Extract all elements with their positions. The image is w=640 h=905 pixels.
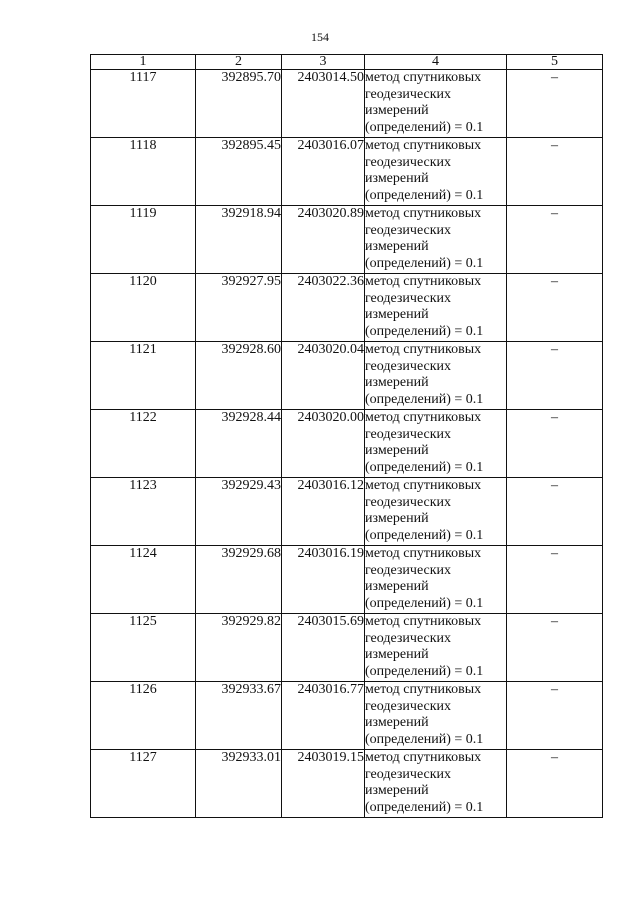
method-line: метод спутниковых xyxy=(365,546,482,561)
y-coordinate-cell: 2403020.04 xyxy=(282,342,365,410)
method-line: метод спутниковых xyxy=(365,682,482,697)
method-line: (определений) = 0.1 xyxy=(365,255,484,271)
method-line: (определений) = 0.1 xyxy=(365,187,484,203)
method-line: (определений) = 0.1 xyxy=(365,323,484,339)
method-line: измерений xyxy=(365,783,429,798)
method-cell xyxy=(365,342,507,410)
point-number-cell: 1126 xyxy=(91,682,196,750)
table-row xyxy=(91,206,603,274)
method-line: (определений) = 0.1 xyxy=(365,119,484,135)
point-number-cell: 1123 xyxy=(91,478,196,546)
table-row xyxy=(91,138,603,206)
table-row xyxy=(91,342,603,410)
method-line: измерений xyxy=(365,511,429,526)
x-coordinate-cell: 392929.43 xyxy=(196,478,282,546)
point-number-cell: 1117 xyxy=(91,70,196,138)
method-line: измерений xyxy=(365,647,429,662)
method-line: геодезических xyxy=(365,562,452,578)
x-coordinate-cell: 392928.44 xyxy=(196,410,282,478)
method-line: геодезических xyxy=(365,630,452,646)
x-coordinate-cell: 392933.67 xyxy=(196,682,282,750)
method-cell xyxy=(365,478,507,546)
method-line: измерений xyxy=(365,443,429,458)
note-cell: – xyxy=(507,70,603,138)
point-number-cell: 1125 xyxy=(91,614,196,682)
point-number-cell: 1119 xyxy=(91,206,196,274)
x-coordinate-cell: 392928.60 xyxy=(196,342,282,410)
method-line: метод спутниковых xyxy=(365,342,482,357)
column-header-1: 1 xyxy=(91,55,196,70)
method-line: измерений xyxy=(365,171,429,186)
y-coordinate-cell: 2403019.15 xyxy=(282,750,365,818)
y-coordinate-cell: 2403016.77 xyxy=(282,682,365,750)
method-cell xyxy=(365,614,507,682)
column-header-4: 4 xyxy=(365,55,507,70)
method-line: метод спутниковых xyxy=(365,206,482,221)
x-coordinate-cell: 392895.70 xyxy=(196,70,282,138)
method-line: измерений xyxy=(365,103,429,118)
note-cell: – xyxy=(507,682,603,750)
y-coordinate-cell: 2403016.12 xyxy=(282,478,365,546)
note-cell: – xyxy=(507,478,603,546)
table-row xyxy=(91,274,603,342)
method-line: геодезических xyxy=(365,426,452,442)
table-row xyxy=(91,614,603,682)
method-cell xyxy=(365,682,507,750)
note-cell: – xyxy=(507,206,603,274)
note-cell: – xyxy=(507,410,603,478)
method-line: геодезических xyxy=(365,86,452,102)
method-cell xyxy=(365,206,507,274)
method-line: (определений) = 0.1 xyxy=(365,731,484,747)
method-line: измерений xyxy=(365,579,429,594)
method-line: геодезических xyxy=(365,494,452,510)
note-cell: – xyxy=(507,614,603,682)
method-cell xyxy=(365,70,507,138)
y-coordinate-cell: 2403015.69 xyxy=(282,614,365,682)
method-cell xyxy=(365,138,507,206)
x-coordinate-cell: 392933.01 xyxy=(196,750,282,818)
method-line: геодезических xyxy=(365,290,452,306)
method-line: геодезических xyxy=(365,154,452,170)
method-line: геодезических xyxy=(365,222,452,238)
point-number-cell: 1124 xyxy=(91,546,196,614)
method-line: метод спутниковых xyxy=(365,614,482,629)
x-coordinate-cell: 392929.68 xyxy=(196,546,282,614)
table-header-row xyxy=(91,55,603,70)
method-cell xyxy=(365,274,507,342)
point-number-cell: 1122 xyxy=(91,410,196,478)
point-number-cell: 1120 xyxy=(91,274,196,342)
y-coordinate-cell: 2403016.07 xyxy=(282,138,365,206)
table-row xyxy=(91,682,603,750)
y-coordinate-cell: 2403014.50 xyxy=(282,70,365,138)
method-line: метод спутниковых xyxy=(365,750,482,765)
note-cell: – xyxy=(507,750,603,818)
point-number-cell: 1127 xyxy=(91,750,196,818)
point-number-cell: 1118 xyxy=(91,138,196,206)
method-cell xyxy=(365,410,507,478)
page-number: 154 xyxy=(311,30,329,44)
y-coordinate-cell: 2403020.89 xyxy=(282,206,365,274)
y-coordinate-cell: 2403016.19 xyxy=(282,546,365,614)
method-line: (определений) = 0.1 xyxy=(365,527,484,543)
coordinates-table xyxy=(90,54,603,818)
method-line: (определений) = 0.1 xyxy=(365,595,484,611)
method-line: метод спутниковых xyxy=(365,138,482,153)
note-cell: – xyxy=(507,138,603,206)
method-line: геодезических xyxy=(365,766,452,782)
note-cell: – xyxy=(507,342,603,410)
method-line: измерений xyxy=(365,715,429,730)
x-coordinate-cell: 392918.94 xyxy=(196,206,282,274)
method-line: (определений) = 0.1 xyxy=(365,799,484,815)
method-line: метод спутниковых xyxy=(365,410,482,425)
y-coordinate-cell: 2403020.00 xyxy=(282,410,365,478)
point-number-cell: 1121 xyxy=(91,342,196,410)
method-line: метод спутниковых xyxy=(365,478,482,493)
method-line: измерений xyxy=(365,307,429,322)
column-header-3: 3 xyxy=(282,55,365,70)
method-line: измерений xyxy=(365,375,429,390)
x-coordinate-cell: 392927.95 xyxy=(196,274,282,342)
method-cell xyxy=(365,546,507,614)
x-coordinate-cell: 392929.82 xyxy=(196,614,282,682)
method-line: метод спутниковых xyxy=(365,70,482,85)
x-coordinate-cell: 392895.45 xyxy=(196,138,282,206)
column-header-5: 5 xyxy=(507,55,603,70)
method-cell xyxy=(365,750,507,818)
method-line: (определений) = 0.1 xyxy=(365,663,484,679)
y-coordinate-cell: 2403022.36 xyxy=(282,274,365,342)
table-row xyxy=(91,478,603,546)
method-line: геодезических xyxy=(365,358,452,374)
note-cell: – xyxy=(507,274,603,342)
table-row xyxy=(91,546,603,614)
column-header-2: 2 xyxy=(196,55,282,70)
method-line: геодезических xyxy=(365,698,452,714)
table-row xyxy=(91,750,603,818)
method-line: (определений) = 0.1 xyxy=(365,391,484,407)
method-line: (определений) = 0.1 xyxy=(365,459,484,475)
method-line: метод спутниковых xyxy=(365,274,482,289)
table-row xyxy=(91,70,603,138)
note-cell: – xyxy=(507,546,603,614)
method-line: измерений xyxy=(365,239,429,254)
table-row xyxy=(91,410,603,478)
table-body xyxy=(91,70,603,818)
